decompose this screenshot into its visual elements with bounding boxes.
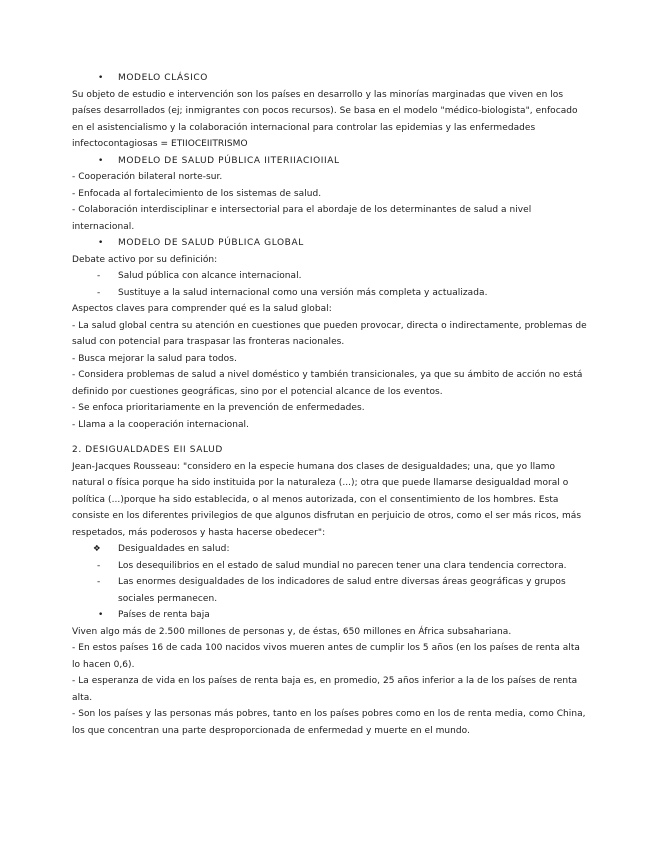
bullet-item-paises-renta-baja [72, 607, 587, 624]
paragraph: - Colaboración interdisciplinar e intersectorial para el abordaje de los determinantes de salud a nivel internacional. [72, 205, 532, 232]
diamond-list-item [72, 541, 587, 558]
list-item-label: Países de renta baja [118, 610, 210, 620]
list-item-label: Desigualdades en salud: [118, 544, 230, 554]
list-item-label: Las enormes desigualdades de los indicadores de salud entre diversas áreas geográficas y grupos sociales permanecen. [118, 577, 566, 604]
dash-list-item [72, 574, 587, 607]
paragraph: - Llama a la cooperación internacional. [72, 419, 249, 430]
section-heading-desigualdades: 2. DESIGUALDADES EII SALUD [72, 445, 223, 455]
bullet-heading-modelo-clasico [72, 70, 587, 87]
bullet-icon: • [98, 610, 104, 620]
list-item-label: Salud pública con alcance internacional. [118, 271, 302, 281]
paragraph: - Cooperación bilateral norte-sur. [72, 172, 223, 182]
paragraph-rousseau-quote: Jean-Jacques Rousseau: "considero en la especie humana dos clases de desigualdades; una, que yo llamo natural o física porque ha sido instituida por la naturaleza (...); otra que puede llamarse desigualdad moral o política (...)porque ha sido establecida, o al menos autorizada, con el consentimiento de los hombres. Esta consiste en los diferentes privilegios de que algunos disfrutan en perjuicio de otros, como el ser más ricos, más respetados, más poderosos y hasta hacerse obedecer": [72, 461, 582, 538]
heading-label: MODELO DE SALUD PÚBLICA IITERIIACIOIIAL [118, 155, 340, 166]
paragraph: - Considera problemas de salud a nivel doméstico y también transicionales, ya que su ámbito de acción no está definido por cuestiones geográficas, sino por el potencial alcance de los eventos. [72, 370, 583, 397]
dash-icon: - [97, 287, 101, 298]
dash-icon: - [97, 560, 101, 571]
dash-list-item [72, 268, 587, 285]
list-item-label: Los desequilibrios en el estado de salud mundial no parecen tener una clara tendencia correctora. [118, 560, 567, 571]
paragraph: Viven algo más de 2.500 millones de personas y, de éstas, 650 millones en África subsahariana. [72, 626, 512, 637]
paragraph: - La salud global centra su atención en cuestiones que pueden provocar, directa o indirectamente, problemas de salud con potencial para traspasar las fronteras nacionales. [72, 320, 587, 347]
bullet-icon: • [98, 155, 104, 166]
paragraph: - Enfocada al fortalecimiento de los sistemas de salud. [72, 188, 322, 199]
paragraph: - Busca mejorar la salud para todos. [72, 353, 237, 364]
heading-label: MODELO DE SALUD PÚBLICA GLOBAL [118, 238, 304, 248]
heading-label: MODELO CLÁSICO [118, 73, 208, 83]
bullet-heading-modelo-global [72, 235, 587, 252]
dash-icon: - [97, 577, 101, 587]
paragraph: Debate activo por su definición: [72, 254, 218, 265]
paragraph: - En estos países 16 de cada 100 nacidos vivos mueren antes de cumplir los 5 años (en los países de renta alta lo hacen 0,6). [72, 643, 581, 670]
dash-list-item [72, 558, 587, 575]
paragraph: Aspectos claves para comprender qué es la salud global: [72, 304, 332, 314]
bullet-icon: • [98, 73, 104, 83]
bullet-icon: • [98, 238, 104, 248]
paragraph: - Se enfoca prioritariamente en la prevención de enfermedades. [72, 403, 365, 413]
dash-icon: - [97, 271, 101, 281]
bullet-heading-modelo-internacional [72, 153, 587, 170]
list-item-label: Sustituye a la salud internacional como una versión más completa y actualizada. [118, 287, 488, 298]
diamond-icon: ❖ [93, 544, 101, 554]
paragraph: Su objeto de estudio e intervención son los países en desarrollo y las minorías marginadas que viven en los países desarrollados (ej; inmigrantes con pocos recursos). Se basa en el modelo "médico-biologista", enfocado en el asistencialismo y la colaboración internacional para controlar las epidemias y las enfermedades infectocontagiosas = ETIIOCEIITRISMO [72, 89, 578, 149]
paragraph: - La esperanza de vida en los países de renta baja es, en promedio, 25 años inferior a la de los países de renta alta. [72, 676, 578, 703]
paragraph: - Son los países y las personas más pobres, tanto en los países pobres como en los de renta media, como China, los que concentran una parte desproporcionada de enfermedad y muerte en el mundo. [72, 709, 586, 736]
dash-list-item [72, 285, 587, 302]
